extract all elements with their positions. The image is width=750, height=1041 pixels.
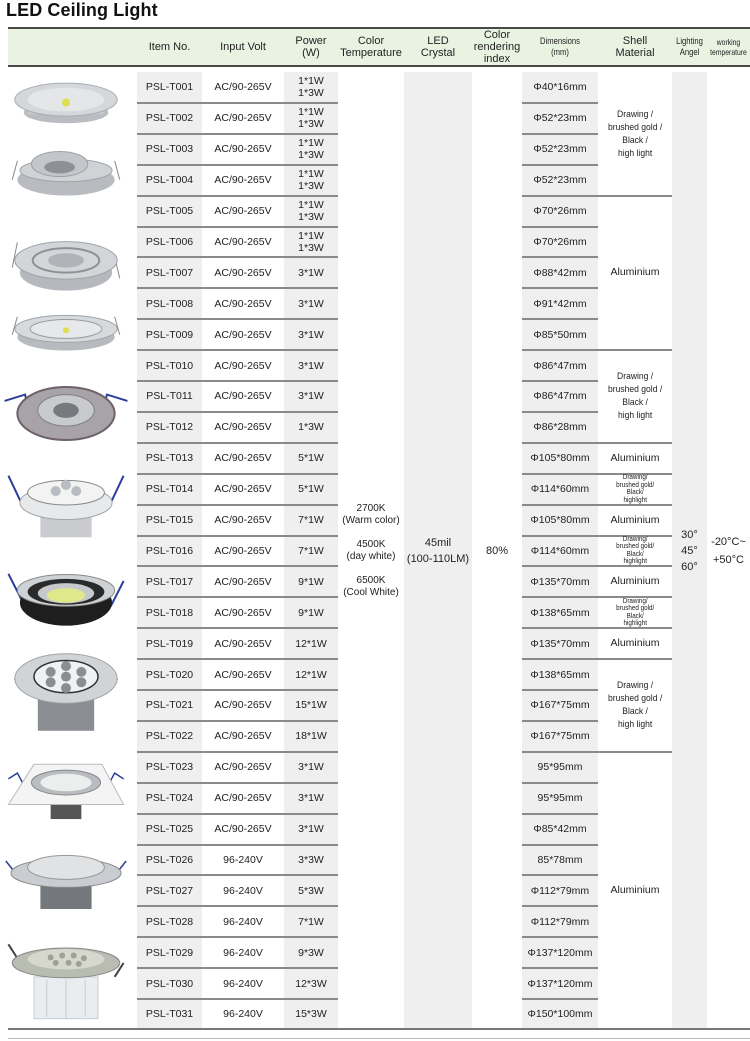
product-image-downlight-cob-black <box>2 563 130 635</box>
power-cell: 5*3W <box>298 884 324 897</box>
header-led-crystal: LED Crystal <box>420 35 456 59</box>
dimensions-cell: Φ135*70mm <box>530 575 590 588</box>
product-image-downlight-12led-crystal <box>2 935 130 1028</box>
item-no-cell: PSL-T005 <box>145 205 194 218</box>
dimensions-cell: Φ91*42mm <box>533 297 587 310</box>
dimensions-cell: Φ86*47mm <box>533 359 587 372</box>
dimensions-cell: Φ105*80mm <box>530 452 590 465</box>
dimensions-cell: Φ70*26mm <box>533 205 587 218</box>
input-volt-cell: AC/90-265V <box>214 81 272 94</box>
input-volt-cell: AC/90-265V <box>214 730 272 743</box>
lamp-icon <box>2 563 130 635</box>
product-image-downlight-scalloped-edge <box>2 382 130 445</box>
input-volt-cell: AC/90-265V <box>214 761 272 774</box>
dimensions-cell: 95*95mm <box>537 761 583 774</box>
input-volt-cell: AC/90-265V <box>214 483 272 496</box>
shell-material-text: Drawing/ brushed gold/ Black/ highlight <box>615 535 655 566</box>
item-no-cell: PSL-T004 <box>145 174 194 187</box>
power-cell: 1*1W 1*3W <box>298 106 324 131</box>
input-volt-cell: 96-240V <box>223 884 263 897</box>
dimensions-cell: Φ112*79mm <box>530 915 590 928</box>
input-volt-cell: AC/90-265V <box>214 575 272 588</box>
input-volt-cell: AC/90-265V <box>214 637 272 650</box>
power-cell: 18*1W <box>295 730 327 743</box>
item-no-cell: PSL-T028 <box>145 915 194 928</box>
lamp-icon <box>2 935 130 1028</box>
dimensions-cell: Φ40*16mm <box>533 81 587 94</box>
color-rendering-index-cell: 80% <box>485 544 509 557</box>
item-no-cell: PSL-T009 <box>145 328 194 341</box>
shell-material-cell <box>598 752 672 1030</box>
dimensions-cell: 95*95mm <box>537 792 583 805</box>
lamp-icon <box>2 228 130 300</box>
lamp-icon <box>2 76 130 135</box>
power-cell: 5*1W <box>298 452 324 465</box>
lighting-angel-cell: 30° 45° 60° <box>681 528 698 573</box>
shell-material-cell <box>598 72 672 196</box>
power-cell: 9*1W <box>298 606 324 619</box>
item-no-cell: PSL-T003 <box>145 143 194 156</box>
input-volt-cell: AC/90-265V <box>214 205 272 218</box>
power-cell: 3*1W <box>298 359 324 372</box>
input-volt-cell: 96-240V <box>223 853 263 866</box>
item-no-cell: PSL-T008 <box>145 297 194 310</box>
shell-material-text: Aluminium <box>610 266 660 279</box>
shell-material-cell <box>598 659 672 752</box>
power-cell: 12*3W <box>295 977 327 990</box>
dimensions-cell: Φ52*23mm <box>533 143 587 156</box>
input-volt-cell: AC/90-265V <box>214 514 272 527</box>
shell-material-cell <box>598 443 672 474</box>
color-temperature-cell: 2700K (Warm color) 4500K (day white) 6500K (Cool White) <box>342 502 400 598</box>
input-volt-cell: AC/90-265V <box>214 266 272 279</box>
power-cell: 1*1W 1*3W <box>298 137 324 162</box>
header-working-temperature: working temperature <box>710 37 747 57</box>
power-cell: 1*1W 1*3W <box>298 75 324 100</box>
item-no-cell: PSL-T024 <box>145 792 194 805</box>
input-volt-cell: 96-240V <box>223 946 263 959</box>
item-no-cell: PSL-T013 <box>145 452 194 465</box>
input-volt-cell: AC/90-265V <box>214 359 272 372</box>
item-no-cell: PSL-T018 <box>145 606 194 619</box>
input-volt-cell: AC/90-265V <box>214 452 272 465</box>
shell-material-cell <box>598 350 672 443</box>
lamp-icon <box>2 142 130 205</box>
power-cell: 3*1W <box>298 297 324 310</box>
page-footer-rule <box>8 1038 750 1039</box>
table-bottom-rule <box>8 1028 750 1030</box>
shell-material-text: Drawing / brushed gold / Black / high light <box>607 108 663 159</box>
power-cell: 1*1W 1*3W <box>298 199 324 224</box>
product-image-downlight-gimbal-ring <box>2 228 130 300</box>
power-cell: 7*1W <box>298 514 324 527</box>
dimensions-cell: Φ70*26mm <box>533 235 587 248</box>
header-shell-material: Shell Material <box>615 35 655 59</box>
dimensions-cell: Φ150*100mm <box>527 1008 593 1021</box>
dimensions-cell: Φ85*42mm <box>533 823 587 836</box>
shell-material-text: Aluminium <box>610 575 660 588</box>
item-no-cell: PSL-T010 <box>145 359 194 372</box>
shell-material-cell <box>598 474 672 505</box>
item-no-cell: PSL-T030 <box>145 977 194 990</box>
item-no-cell: PSL-T016 <box>145 544 194 557</box>
dimensions-cell: Φ114*60mm <box>530 483 590 496</box>
item-no-cell: PSL-T017 <box>145 575 194 588</box>
product-image-downlight-tilt-eyeball <box>2 142 130 205</box>
item-no-cell: PSL-T007 <box>145 266 194 279</box>
input-volt-cell: AC/90-265V <box>214 421 272 434</box>
shell-material-cell <box>598 628 672 659</box>
power-cell: 1*3W <box>298 421 324 434</box>
power-cell: 9*1W <box>298 575 324 588</box>
input-volt-cell: AC/90-265V <box>214 297 272 310</box>
shell-material-cell <box>598 536 672 567</box>
power-cell: 1*1W 1*3W <box>298 168 324 193</box>
dimensions-cell: Φ137*120mm <box>527 977 593 990</box>
led-crystal-cell: 45mil (100-110LM) <box>406 536 470 565</box>
lamp-icon <box>2 845 130 925</box>
item-no-cell: PSL-T023 <box>145 761 194 774</box>
shell-material-text: Drawing / brushed gold / Black / high light <box>607 371 663 422</box>
power-cell: 7*1W <box>298 544 324 557</box>
shell-material-text: Drawing / brushed gold / Black / high light <box>607 680 663 731</box>
working-temperature-cell: -20°C~ +50°C <box>711 535 746 566</box>
product-image-downlight-7led-heatsink <box>2 650 130 745</box>
lamp-icon <box>2 382 130 445</box>
item-no-cell: PSL-T027 <box>145 884 194 897</box>
power-cell: 3*1W <box>298 823 324 836</box>
item-no-cell: PSL-T014 <box>145 483 194 496</box>
input-volt-cell: AC/90-265V <box>214 668 272 681</box>
header-input-volt: Input Volt <box>220 41 266 53</box>
power-cell: 3*1W <box>298 761 324 774</box>
power-cell: 12*1W <box>295 668 327 681</box>
page-title: LED Ceiling Light <box>6 0 158 20</box>
dimensions-cell: Φ52*23mm <box>533 112 587 125</box>
item-no-cell: PSL-T006 <box>145 235 194 248</box>
dimensions-cell: Φ105*80mm <box>530 514 590 527</box>
power-cell: 7*1W <box>298 915 324 928</box>
input-volt-cell: AC/90-265V <box>214 823 272 836</box>
header-dimensions: Dimensions (mm) <box>540 36 580 57</box>
input-volt-cell: AC/90-265V <box>214 235 272 248</box>
power-cell: 3*3W <box>298 853 324 866</box>
lamp-icon <box>2 757 130 830</box>
power-cell: 5*1W <box>298 483 324 496</box>
dimensions-cell: Φ85*50mm <box>533 328 587 341</box>
shell-material-text: Drawing/ brushed gold/ Black/ highlight <box>615 597 655 628</box>
shell-material-cell <box>598 597 672 628</box>
power-cell: 3*1W <box>298 792 324 805</box>
power-cell: 15*1W <box>295 699 327 712</box>
item-no-cell: PSL-T019 <box>145 637 194 650</box>
dimensions-cell: 85*78mm <box>537 853 583 866</box>
power-cell: 3*1W <box>298 266 324 279</box>
input-volt-cell: 96-240V <box>223 977 263 990</box>
item-no-cell: PSL-T029 <box>145 946 194 959</box>
input-volt-cell: AC/90-265V <box>214 328 272 341</box>
product-image-downlight-multi-led-silver <box>2 845 130 925</box>
product-image-downlight-round-silver-1w <box>2 76 130 135</box>
header-item-no: Item No. <box>148 41 191 53</box>
input-volt-cell: AC/90-265V <box>214 143 272 156</box>
dimensions-cell: Φ86*47mm <box>533 390 587 403</box>
dimensions-cell: Φ138*65mm <box>530 668 590 681</box>
item-no-cell: PSL-T020 <box>145 668 194 681</box>
shell-material-text: Aluminium <box>610 513 660 526</box>
input-volt-cell: 96-240V <box>223 915 263 928</box>
power-cell: 9*3W <box>298 946 324 959</box>
input-volt-cell: AC/90-265V <box>214 606 272 619</box>
dimensions-cell: Φ167*75mm <box>530 699 590 712</box>
item-no-cell: PSL-T022 <box>145 730 194 743</box>
shell-material-cell <box>598 505 672 536</box>
item-no-cell: PSL-T025 <box>145 823 194 836</box>
shell-material-cell <box>598 566 672 597</box>
product-image-downlight-square-frame <box>2 757 130 830</box>
power-cell: 15*3W <box>295 1008 327 1021</box>
input-volt-cell: AC/90-265V <box>214 390 272 403</box>
shell-material-text: Drawing/ brushed gold/ Black/ highlight <box>615 474 655 504</box>
input-volt-cell: AC/90-265V <box>214 112 272 125</box>
item-no-cell: PSL-T026 <box>145 853 194 866</box>
lamp-icon <box>2 468 130 545</box>
lamp-icon <box>2 310 130 355</box>
dimensions-cell: Φ52*23mm <box>533 174 587 187</box>
shell-material-text: Aluminium <box>610 884 660 897</box>
input-volt-cell: 96-240V <box>223 1008 263 1021</box>
dimensions-cell: Φ137*120mm <box>527 946 593 959</box>
dimensions-cell: Φ135*70mm <box>530 637 590 650</box>
input-volt-cell: AC/90-265V <box>214 544 272 557</box>
header-color-rendering-index: Color rendering index <box>473 29 521 65</box>
item-no-cell: PSL-T012 <box>145 421 194 434</box>
dimensions-cell: Φ112*79mm <box>530 884 590 897</box>
dimensions-cell: Φ114*60mm <box>530 544 590 557</box>
power-cell: 3*1W <box>298 328 324 341</box>
item-no-cell: PSL-T021 <box>145 699 194 712</box>
header-lighting-angel: Lighting Angel <box>676 36 703 57</box>
item-no-cell: PSL-T011 <box>146 390 193 403</box>
input-volt-cell: AC/90-265V <box>214 792 272 805</box>
product-image-downlight-3led-heatsink <box>2 468 130 545</box>
input-volt-cell: AC/90-265V <box>214 699 272 712</box>
header-power: Power (W) <box>295 35 327 59</box>
item-no-cell: PSL-T031 <box>145 1008 194 1021</box>
product-image-downlight-flat-cob-small <box>2 310 130 355</box>
shell-material-text: Aluminium <box>610 637 660 650</box>
dimensions-cell: Φ138*65mm <box>530 606 590 619</box>
power-cell: 3*1W <box>298 390 324 403</box>
dimensions-cell: Φ167*75mm <box>530 730 590 743</box>
header-color-temperature: Color Temperature <box>340 35 402 59</box>
dimensions-cell: Φ88*42mm <box>533 266 587 279</box>
input-volt-cell: AC/90-265V <box>214 174 272 187</box>
shell-material-text: Aluminium <box>610 451 660 464</box>
item-no-cell: PSL-T001 <box>145 81 194 94</box>
lamp-icon <box>2 650 130 745</box>
power-cell: 12*1W <box>295 637 327 650</box>
dimensions-cell: Φ86*28mm <box>533 421 587 434</box>
item-no-cell: PSL-T002 <box>145 112 194 125</box>
power-cell: 1*1W 1*3W <box>298 229 324 254</box>
item-no-cell: PSL-T015 <box>145 514 194 527</box>
shell-material-cell <box>598 196 672 351</box>
